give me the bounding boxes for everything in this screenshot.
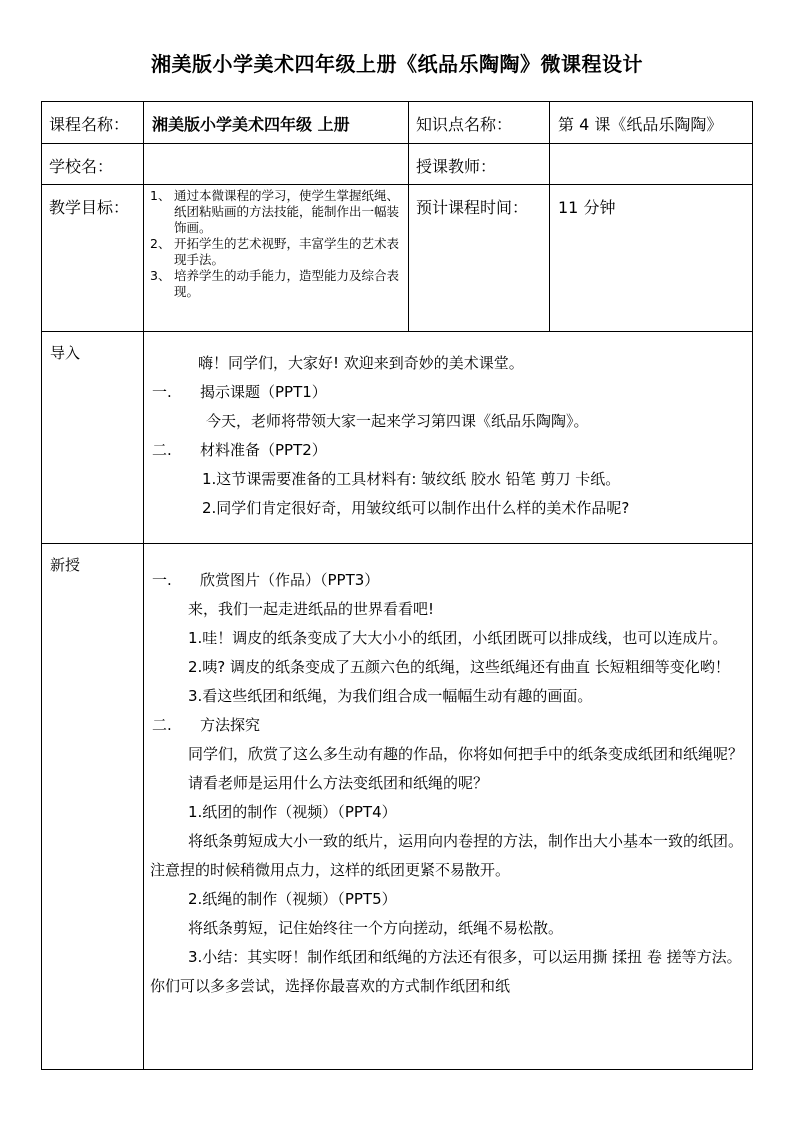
goal-text: 开拓学生的艺术视野，丰富学生的艺术表现手法。 (174, 236, 400, 267)
school-name-value (144, 144, 409, 185)
heading-number: 一. (152, 383, 172, 401)
lesson-paragraph: 将纸条剪短成大小一致的纸片，运用向内卷捏的方法，制作出大小基本一致的纸团。注意捏的时候稍微用点力，这样的纸团更紧不易散开。 (150, 832, 744, 879)
lesson-row (42, 544, 753, 1070)
goal-number: 3、 (150, 268, 171, 283)
intro-row (42, 332, 753, 544)
goals-row (42, 185, 753, 332)
course-name-value: 湘美版小学美术四年级 上册 (144, 102, 409, 144)
duration-label: 预计课程时间： (409, 185, 550, 332)
lesson-paragraph: 同学们，欣赏了这么多生动有趣的作品，你将如何把手中的纸条变成纸团和纸绳呢？ (188, 745, 744, 763)
lesson-paragraph: 3.小结：其实呀！制作纸团和纸绳的方法还有很多，可以运用撕 揉扭 卷 搓等方法。你们可以多多尝试，选择你最喜欢的方式制作纸团和纸 (150, 948, 742, 995)
heading-text: 材料准备（PPT2） (200, 441, 327, 459)
lesson-paragraph: 3.看这些纸团和纸绳，为我们组合成一幅幅生动有趣的画面。 (188, 687, 593, 705)
knowledge-point-value: 第 4 课《纸品乐陶陶》 (550, 102, 753, 144)
intro-materials-item: 1.这节课需要准备的工具材料有: 皱纹纸 胶水 铅笔 剪刀 卡纸。 (202, 470, 621, 488)
teacher-value (550, 144, 753, 185)
lesson-heading-1 (144, 566, 752, 595)
goal-text: 通过本微课程的学习，使学生掌握纸绳、纸团粘贴画的方法技能，能制作出一幅装饰画。 (174, 188, 400, 235)
goals-list (144, 185, 409, 332)
heading-text: 欣赏图片（作品）（PPT3） (200, 571, 380, 589)
page-title: 湘美版小学美术四年级上册《纸品乐陶陶》微课程设计 (151, 52, 643, 76)
intro-label: 导入 (42, 332, 144, 544)
goal-item (150, 268, 402, 300)
lesson-paragraph: 1.哇！调皮的纸条变成了大大小小的纸团，小纸团既可以排成线，也可以连成片。 (188, 629, 728, 647)
heading-number: 二. (152, 716, 172, 734)
course-name-label: 课程名称： (42, 102, 144, 144)
intro-question-item: 2.同学们肯定很好奇，用皱纹纸可以制作出什么样的美术作品呢? (202, 499, 630, 517)
intro-heading-1 (144, 378, 752, 407)
knowledge-point-label: 知识点名称： (409, 102, 550, 144)
goal-item (150, 188, 402, 236)
intro-greeting: 嗨！同学们，大家好! 欢迎来到奇妙的美术课堂。 (198, 354, 524, 372)
teacher-label: 授课教师： (409, 144, 550, 185)
lesson-paragraph: 2.纸绳的制作（视频）（PPT5） (188, 890, 397, 908)
lesson-paragraph: 1.纸团的制作（视频）（PPT4） (188, 803, 397, 821)
goal-number: 2、 (150, 236, 171, 251)
heading-number: 二. (152, 441, 172, 459)
goal-item (150, 236, 402, 268)
heading-text: 揭示课题（PPT1） (200, 383, 327, 401)
intro-topic-line: 今天，老师将带领大家一起来学习第四课《纸品乐陶陶》。 (206, 412, 589, 430)
lesson-label: 新授 (42, 544, 144, 1070)
goal-number: 1、 (150, 188, 171, 203)
heading-number: 一. (152, 571, 172, 589)
lesson-heading-2 (144, 711, 752, 740)
school-row (42, 144, 753, 185)
lesson-paragraph: 请看老师是运用什么方法变纸团和纸绳的呢？ (188, 774, 489, 792)
intro-content (144, 332, 753, 544)
lesson-paragraph: 将纸条剪短，记住始终往一个方向搓动，纸绳不易松散。 (188, 919, 564, 937)
lesson-content (144, 544, 753, 1070)
intro-heading-2 (144, 436, 752, 465)
course-design-table (41, 101, 753, 1070)
goal-text: 培养学生的动手能力，造型能力及综合表现。 (174, 268, 400, 299)
lesson-paragraph: 2.咦? 调皮的纸条变成了五颜六色的纸绳，这些纸绳还有曲直 长短粗细等变化哟！ (188, 658, 730, 676)
duration-value: 11 分钟 (550, 185, 753, 332)
course-row (42, 102, 753, 144)
lesson-paragraph: 来，我们一起走进纸品的世界看看吧! (188, 600, 435, 618)
goals-label: 教学目标： (42, 185, 144, 332)
school-name-label: 学校名： (42, 144, 144, 185)
heading-text: 方法探究 (200, 716, 261, 734)
